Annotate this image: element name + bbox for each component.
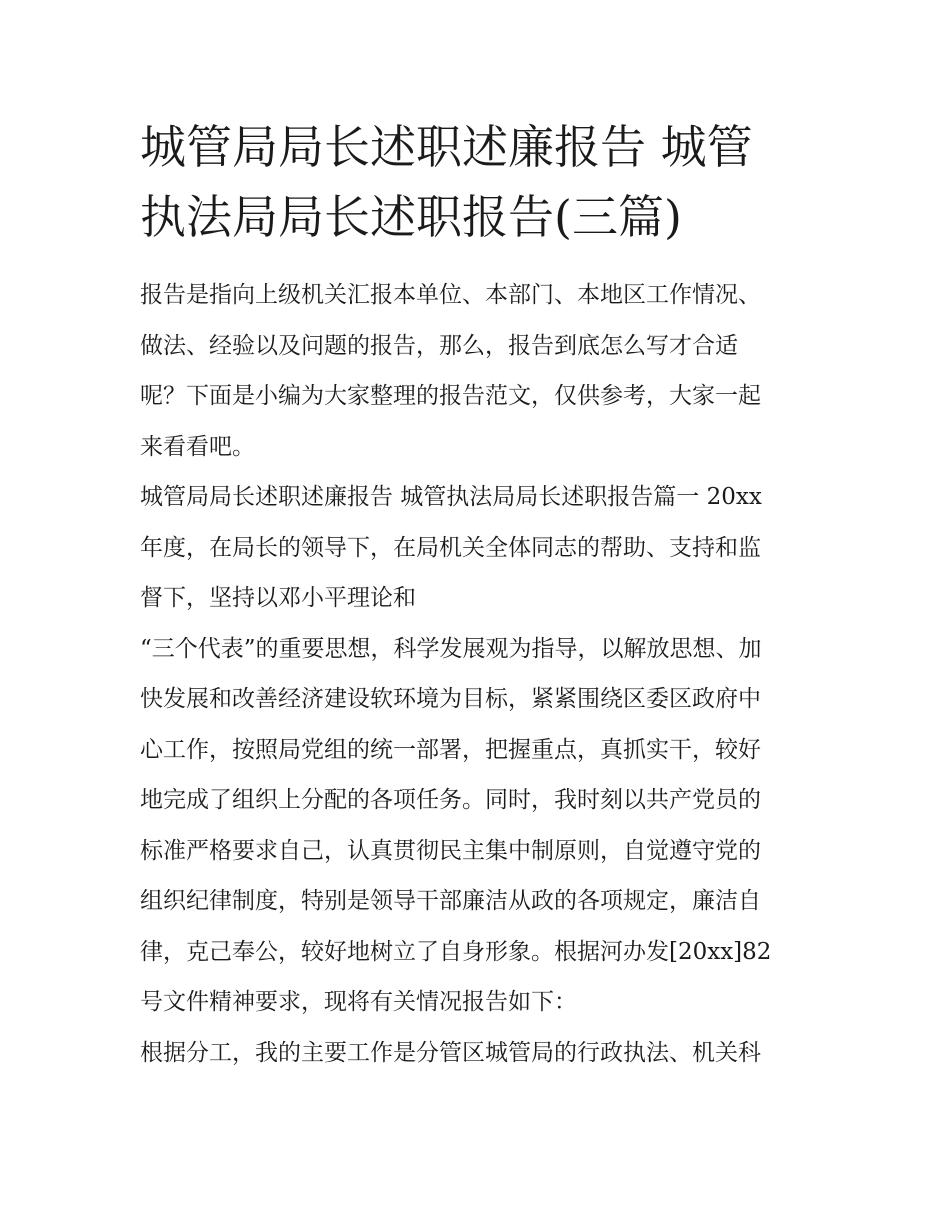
text-line: “三个代表”的重要思想，科学发展观为指导，以解放思想、加 (140, 635, 762, 662)
section-one-heading-paragraph (140, 472, 812, 624)
document-title (140, 112, 812, 252)
text-line: 律，克己奉公，较好地树立了自身形象。根据河办发[20xx]82 (140, 938, 772, 965)
intro-paragraph (140, 270, 812, 472)
text-line: 号文件精神要求，现将有关情况报告如下： (140, 989, 577, 1015)
text-line: 地完成了组织上分配的各项任务。同时，我时刻以共产党员的 (140, 787, 761, 813)
text-line: 根据分工，我的主要工作是分管区城管局的行政执法、机关科 (140, 1039, 761, 1066)
text-line: 来看看吧。 (140, 433, 255, 460)
text-line: 督下，坚持以邓小平理论和 (140, 585, 416, 611)
text-line: 报告是指向上级机关汇报本单位、本部门、本地区工作情况、 (140, 282, 761, 308)
text-line: 呢？下面是小编为大家整理的报告范文，仅供参考，大家一起 (140, 383, 761, 409)
text-line: 快发展和改善经济建设软环境为目标，紧紧围绕区委区政府中 (140, 686, 761, 712)
text-line: 标准严格要求自己，认真贯彻民主集中制原则，自觉遵守党的 (140, 837, 761, 864)
document-body (140, 112, 812, 1078)
title-line: 城管局局长述职述廉报告 城管 (140, 120, 753, 174)
text-line: 做法、经验以及问题的报告，那么，报告到底怎么写才合适 (140, 332, 738, 359)
text-line: 城管局局长述职述廉报告 城管执法局局长述职报告篇一 20xx (140, 484, 762, 510)
body-paragraph (140, 1028, 812, 1079)
text-line: 心工作，按照局党组的统一部署，把握重点，真抓实干，较好 (140, 736, 761, 763)
text-line: 组织纪律制度，特别是领导干部廉洁从政的各项规定，廉洁自 (140, 888, 761, 914)
body-paragraph (140, 624, 812, 1028)
text-line: 年度，在局长的领导下，在局机关全体同志的帮助、支持和监 (140, 534, 761, 561)
title-line: 执法局局长述职报告(三篇) (140, 190, 682, 244)
